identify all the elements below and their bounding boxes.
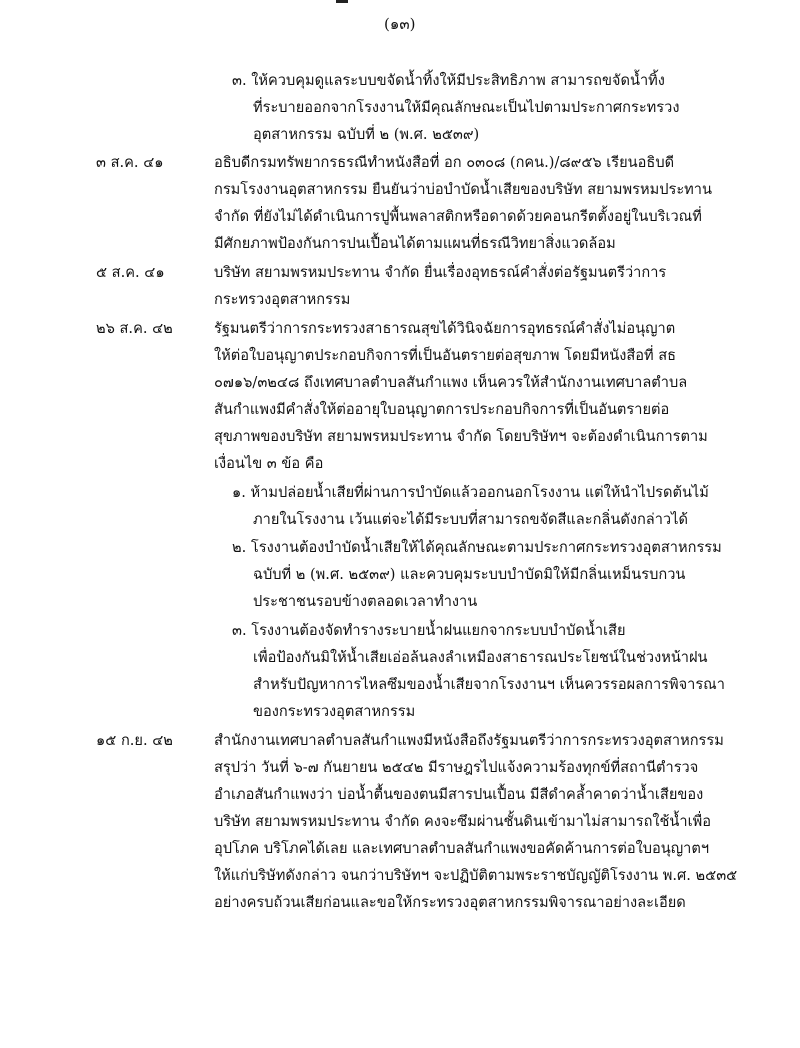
entry-date: ๒๖ ส.ค. ๔๒: [96, 320, 173, 337]
condition-item: ๑. ห้ามปล่อยน้ำเสียที่ผ่านการบำบัดแล้วออกนอกโรงงาน แต่ให้นำไปรดต้นไม้: [232, 484, 709, 501]
body-line: ให้แก่บริษัทดังกล่าว จนกว่าบริษัทฯ จะปฏิบัติตามพระราชบัญญัติโรงงาน พ.ศ. ๒๕๓๕: [214, 867, 738, 884]
body-line: บริษัท สยามพรหมประทาน จำกัด คงจะซึมผ่านชั้นดินเข้ามาไม่สามารถใช้น้ำเพื่อ: [214, 813, 711, 830]
body-line: บริษัท สยามพรหมประทาน จำกัด ยื่นเรื่องอุทธรณ์คำสั่งต่อรัฐมนตรีว่าการ: [214, 264, 667, 281]
body-line: ๐๗๑๖/๓๒๔๘ ถึงเทศบาลตำบลสันกำแพง เห็นควรให้สำนักงานเทศบาลตำบล: [214, 374, 688, 391]
body-line: มีศักยภาพป้องกันการปนเปื้อนได้ตามแผนที่ธรณีวิทยาสิ่งแวดล้อม: [214, 235, 616, 252]
body-line: กระทรวงอุตสาหกรรม: [214, 291, 351, 308]
page-number: (๑๓): [384, 15, 416, 33]
entry-date: ๕ ส.ค. ๔๑: [96, 264, 165, 281]
body-line: เพื่อป้องกันมิให้น้ำเสียเอ่อล้นลงลำเหมืองสาธารณประโยชน์ในช่วงหน้าฝน: [253, 649, 708, 666]
body-line: ของกระทรวงอุตสาหกรรม: [253, 703, 416, 720]
body-line: เงื่อนไข ๓ ข้อ คือ: [214, 455, 324, 472]
body-line: สันกำแพงมีคำสั่งให้ต่ออายุใบอนุญาตการประกอบกิจการที่เป็นอันตรายต่อ: [214, 401, 670, 418]
condition-item: ๒. โรงงานต้องบำบัดน้ำเสียให้ได้คุณลักษณะตามประกาศกระทรวงอุตสาหกรรม: [232, 539, 722, 556]
body-line: ให้ต่อใบอนุญาตประกอบกิจการที่เป็นอันตรายต่อสุขภาพ โดยมีหนังสือที่ สธ: [214, 347, 677, 364]
body-line: ภายในโรงงาน เว้นแต่จะได้มีระบบที่สามารถขจัดสีและกลิ่นดังกล่าวได้: [253, 511, 688, 528]
body-line: อำเภอสันกำแพงว่า บ่อน้ำตื้นของตนมีสารปนเปื้อน มีสีดำคล้ำคาดว่าน้ำเสียของ: [214, 786, 704, 803]
body-line: สำหรับปัญหาการไหลซึมของน้ำเสียจากโรงงานฯ เห็นควรรอผลการพิจารณา: [253, 676, 725, 693]
body-line: สุขภาพของบริษัท สยามพรหมประทาน จำกัด โดยบริษัทฯ จะต้องดำเนินการตาม: [214, 428, 708, 445]
entry-date: ๑๕ ก.ย. ๔๒: [96, 732, 173, 749]
body-line: รัฐมนตรีว่าการกระทรวงสาธารณสุขได้วินิจฉัยการอุทธรณ์คำสั่งไม่อนุญาต: [214, 320, 676, 337]
body-line: กรมโรงงานอุตสาหกรรม ยืนยันว่าบ่อบำบัดน้ำเสียของบริษัท สยามพรหมประทาน: [214, 181, 712, 198]
body-line: อธิบดีกรมทรัพยากรธรณีทำหนังสือที่ อก ๐๓๐๘ (กคน.)/๘๙๕๖ เรียนอธิบดี: [214, 154, 675, 171]
body-line: อุปโภค บริโภคได้เลย และเทศบาลตำบลสันกำแพงขอคัดค้านการต่อใบอนุญาตฯ: [214, 840, 710, 857]
body-line: จำกัด ที่ยังไม่ได้ดำเนินการปูพื้นพลาสติกหรือดาดด้วยคอนกรีตตั้งอยู่ในบริเวณที่: [214, 208, 702, 225]
body-line: ฉบับที่ ๒ (พ.ศ. ๒๕๓๙) และควบคุมระบบบำบัดมิให้มีกลิ่นเหม็นรบกวน: [253, 566, 686, 583]
scan-mark: [336, 0, 348, 3]
body-line: อย่างครบถ้วนเสียก่อนและขอให้กระทรวงอุตสาหกรรมพิจารณาอย่างละเอียด: [214, 894, 686, 911]
body-line: สรุปว่า วันที่ ๖-๗ กันยายน ๒๕๔๒ มีราษฎรไปแจ้งความร้องทุกข์ที่สถานีตำรวจ: [214, 759, 699, 776]
condition-item: ๓. โรงงานต้องจัดทำรางระบายน้ำฝนแยกจากระบบบำบัดน้ำเสีย: [232, 622, 626, 639]
body-line: ที่ระบายออกจากโรงงานให้มีคุณลักษณะเป็นไปตามประกาศกระทรวง: [253, 99, 680, 116]
body-line: ๓. ให้ควบคุมดูแลระบบขจัดน้ำทิ้งให้มีประสิทธิภาพ สามารถขจัดน้ำทิ้ง: [232, 72, 665, 89]
body-line: อุตสาหกรรม ฉบับที่ ๒ (พ.ศ. ๒๕๓๙): [253, 126, 480, 143]
body-line: ประชาชนรอบข้างตลอดเวลาทำงาน: [253, 593, 478, 610]
entry-date: ๓ ส.ค. ๔๑: [96, 154, 164, 171]
body-line: สำนักงานเทศบาลตำบลสันกำแพงมีหนังสือถึงรัฐมนตรีว่าการกระทรวงอุตสาหกรรม: [214, 732, 724, 749]
